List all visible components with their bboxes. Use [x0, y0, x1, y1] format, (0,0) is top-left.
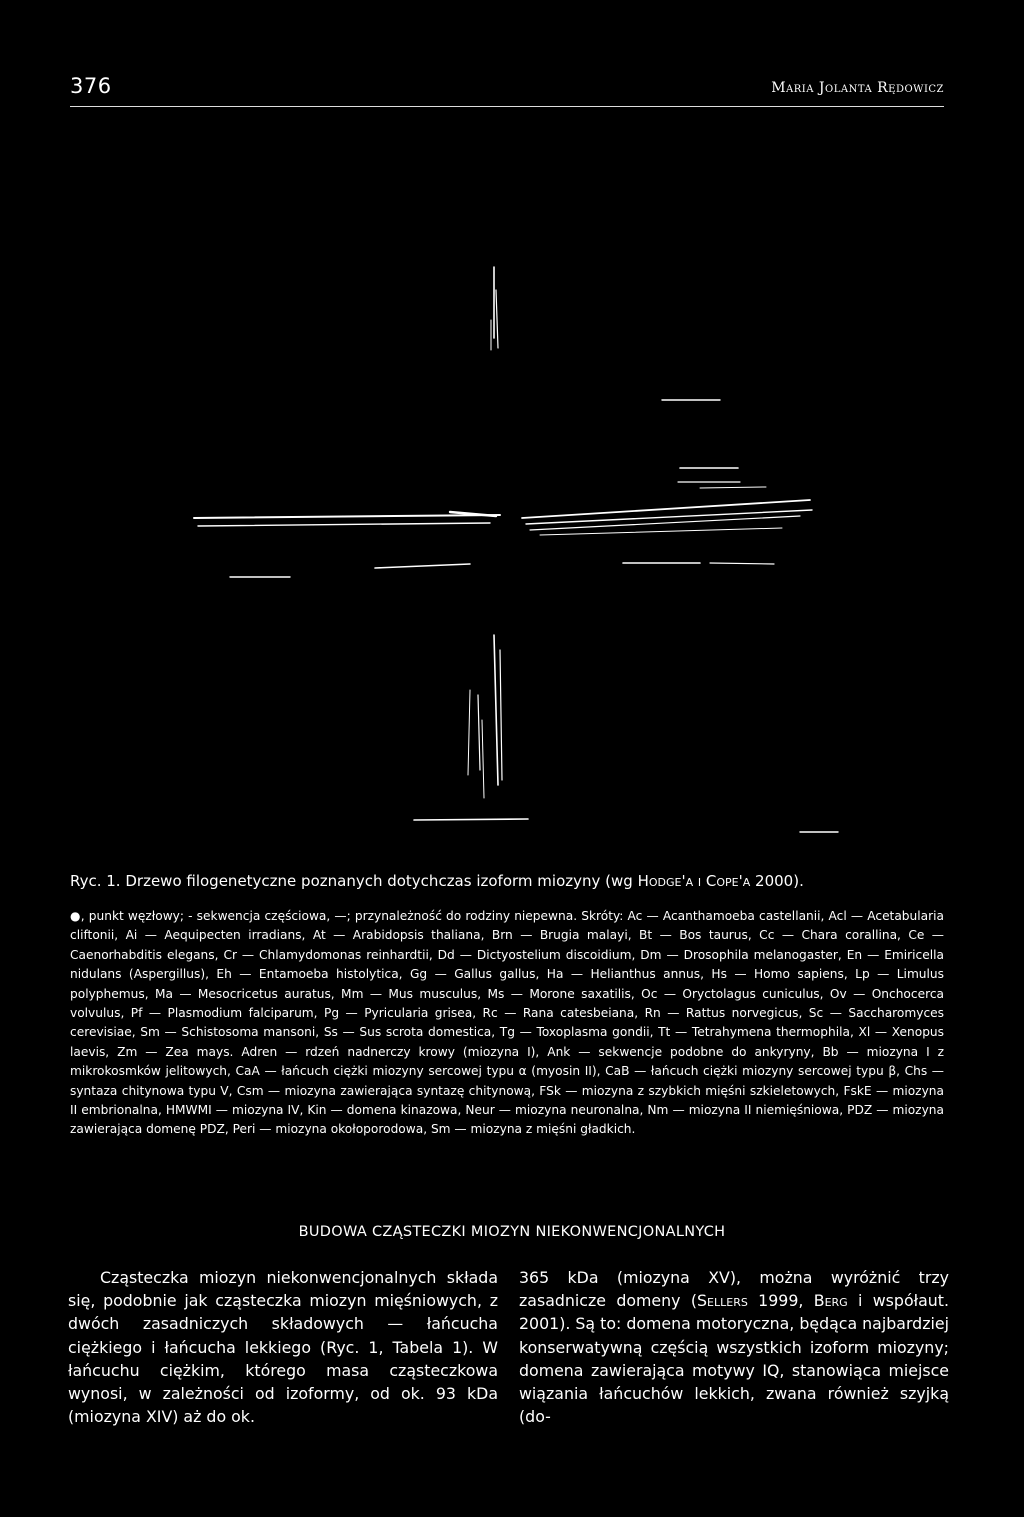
figure-caption-title — [70, 872, 944, 890]
tree-branch — [414, 819, 528, 820]
tree-branch — [468, 690, 470, 775]
citation-author: Berg — [813, 1291, 848, 1311]
phylogenetic-tree-drawing — [70, 250, 944, 860]
caption-prefix: Ryc. 1. — [70, 872, 121, 890]
tree-branch — [198, 523, 490, 526]
body-column-left: Cząsteczka miozyn niekonwencjonalnych składa się, podobnie jak cząsteczka miozyn mięśniowych, z dwóch zasadniczych składowych — łańcucha ciężkiego i łańcucha lekkiego (Ryc. 1, Tabela 1). W łańcuchu ciężkim, którego masa cząsteczkowa wynosi, w zależności od izoformy, od ok. 93 kDa (miozyna XIV) aż do ok. — [68, 1268, 498, 1427]
tree-branch — [500, 650, 502, 780]
tree-branch — [375, 564, 470, 568]
tree-branch — [494, 635, 498, 785]
page-number: 376 — [70, 74, 112, 98]
node-dot-icon: ● — [70, 909, 81, 923]
tree-branch — [482, 720, 484, 798]
legend-text: , punkt węzłowy; - sekwencja częściowa, —; przynależność do rodziny niepewna. Skróty: Ac — Acanthamoeba castellanii, Acl — Acetabularia cliftonii, Ai — Aequipecten irradians, At — Arabidopsis thaliana, Brn — Brugia malayi, Bt — Bos taurus, Cc — Chara corallina, Ce — Caenorhabditis elegans, Cr — Chlamydomonas reinhardtii, Dd — Dictyostelium discoidium, Dm — Drosophila melanogaster, En — Emiricella nidulans (Aspergillus), Eh — Entamoeba histolytica, Gg — Gallus gallus, Ha — Helianthus annus, Hs — Homo sapiens, Lp — Limulus polyphemus, Ma — Mesocricetus auratus, Mm — Mus musculus, Ms — Morone saxatilis, Oc — Oryctolagus cuniculus, Ov — Onchocerca volvulus, Pf — Plasmodium falciparum, Pg — Pyricularia grisea, Rc — Rana catesbeiana, Rn — Rattus norvegicus, Sc — Saccharomyces cerevisiae, Sm — Schistosoma mansoni, Ss — Sus scrota domestica, Tg — Toxoplasma gondii, Tt — Tetrahymena thermophila, Xl — Xenopus laevis, Zm — Zea mays. Adren — rdzeń nadnerczy krowy (miozyna I), Ank — sekwencje podobne do ankyryny, Bb — miozyna I z mikrokosmków jelitowych, CaA — łańcuch ciężki miozyny sercowej typu α (myosin II), CaB — łańcuch ciężki miozyny sercowej typu β, Chs — syntaza chitynowa typu V, Csm — miozyna zawierająca syntazę chitynową, FSk — miozyna z szybkich mięśni szkieletowych, FskE — miozyna II embrionalna, HMWMI — miozyna IV, Kin — domena kinazowa, Neur — miozyna neuronalna, Nm — miozyna II niemięśniowa, PDZ — miozyna zawierająca domenę PDZ, Peri — miozyna okołoporodowa, Sm — miozyna z mięśni gładkich. — [70, 909, 944, 1137]
body-column-right — [519, 1266, 949, 1428]
body-text: 365 kDa (miozyna XV), można wyróżnić trzy zasadnicze domeny ( — [519, 1268, 949, 1311]
body-text: 1999, — [747, 1291, 814, 1311]
tree-branch — [526, 510, 812, 524]
tree-branch — [700, 487, 766, 488]
figure-legend — [70, 907, 944, 1140]
tree-branch — [194, 515, 500, 518]
body-text: i współaut. 2001). Są to: domena motoryczna, będąca najbardziej konserwatywną częścią wszystkich izoform miozyny; domena zawierająca motywy IQ, stanowiąca miejsce wiązania łańcuchów lekkich, zwana również szyjką (do- — [519, 1291, 950, 1427]
caption-text: Drzewo filogenetyczne poznanych dotychczas izoform miozyny (wg — [125, 872, 633, 890]
tree-branch — [522, 500, 810, 518]
running-head: Maria Jolanta Rędowicz — [771, 80, 944, 96]
tree-branch — [710, 563, 774, 564]
caption-year: 2000). — [755, 872, 804, 890]
tree-branch — [478, 695, 480, 770]
citation-author: Sellers — [697, 1291, 748, 1311]
page-header — [70, 70, 944, 107]
caption-author: Hodge'a i Cope'a — [637, 872, 751, 890]
phylogenetic-tree-figure — [70, 250, 944, 860]
tree-branch — [496, 290, 498, 348]
tree-branch — [540, 528, 782, 535]
tree-branch — [530, 516, 800, 530]
section-heading: BUDOWA CZĄSTECZKI MIOZYN NIEKONWENCJONALNYCH — [298, 1224, 726, 1240]
